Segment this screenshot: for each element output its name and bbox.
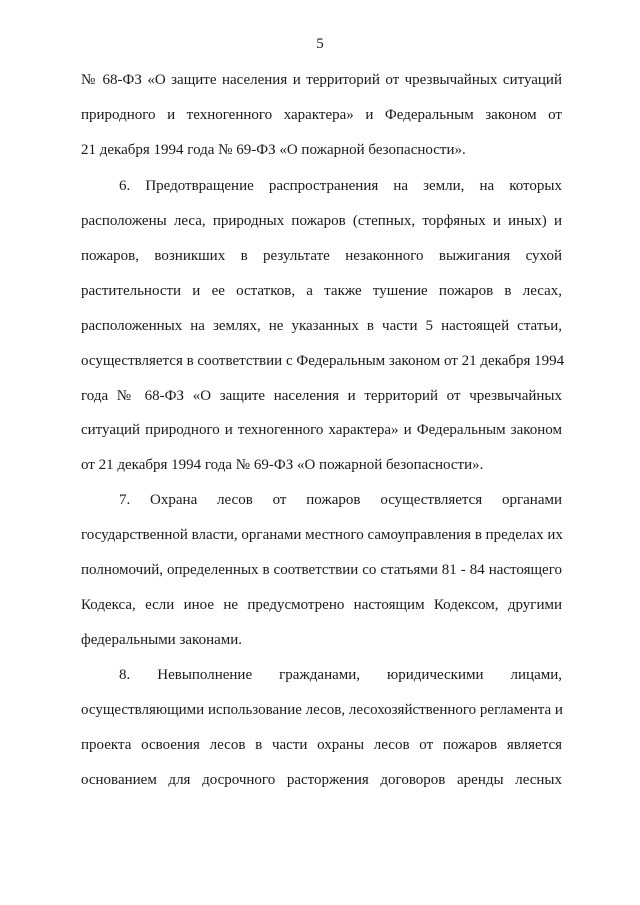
text-line: полномочий, определенных в соответствии со статьями 81 - 84 настоящего	[81, 562, 562, 578]
paragraph-7-first-line: 7. Охрана лесов от пожаров осуществляется органами	[119, 492, 562, 508]
text-line: 21 декабря 1994 года № 69-ФЗ «О пожарной безопасности».	[81, 142, 466, 158]
text-line: федеральными законами.	[81, 632, 243, 648]
text-line: осуществляющими использование лесов, лесохозяйственного регламента и	[81, 702, 563, 718]
text-line: № 68-ФЗ «О защите населения и территорий от чрезвычайных ситуаций	[81, 72, 562, 88]
text-line: от 21 декабря 1994 года № 69-ФЗ «О пожарной безопасности».	[81, 457, 484, 473]
text-line: природного и техногенного характера» и Федеральным законом от	[81, 107, 562, 123]
text-line: государственной власти, органами местного самоуправления в пределах их	[81, 527, 563, 543]
paragraph-8-first-line: 8. Невыполнение гражданами, юридическими лицами,	[119, 667, 562, 683]
text-line: осуществляется в соответствии с Федеральным законом от 21 декабря 1994	[81, 353, 565, 369]
text-line: растительности и ее остатков, а также тушение пожаров в лесах,	[81, 283, 562, 299]
text-line: ситуаций природного и техногенного характера» и Федеральным законом	[81, 422, 562, 438]
paragraph-6-first-line: 6. Предотвращение распространения на земли, на которых	[119, 178, 562, 194]
text-line: года № 68-ФЗ «О защите населения и территорий от чрезвычайных	[81, 388, 562, 404]
text-line: пожаров, возникших в результате незаконного выжигания сухой	[81, 248, 562, 264]
text-line: расположенных на землях, не указанных в части 5 настоящей статьи,	[81, 318, 562, 334]
page-number: 5	[316, 36, 324, 52]
text-line: Кодекса, если иное не предусмотрено настоящим Кодексом, другими	[81, 597, 562, 613]
text-line: расположены леса, природных пожаров (степных, торфяных и иных) и	[81, 213, 562, 229]
text-line: основанием для досрочного расторжения договоров аренды лесных	[81, 772, 562, 788]
text-line: проекта освоения лесов в части охраны лесов от пожаров является	[81, 737, 562, 753]
